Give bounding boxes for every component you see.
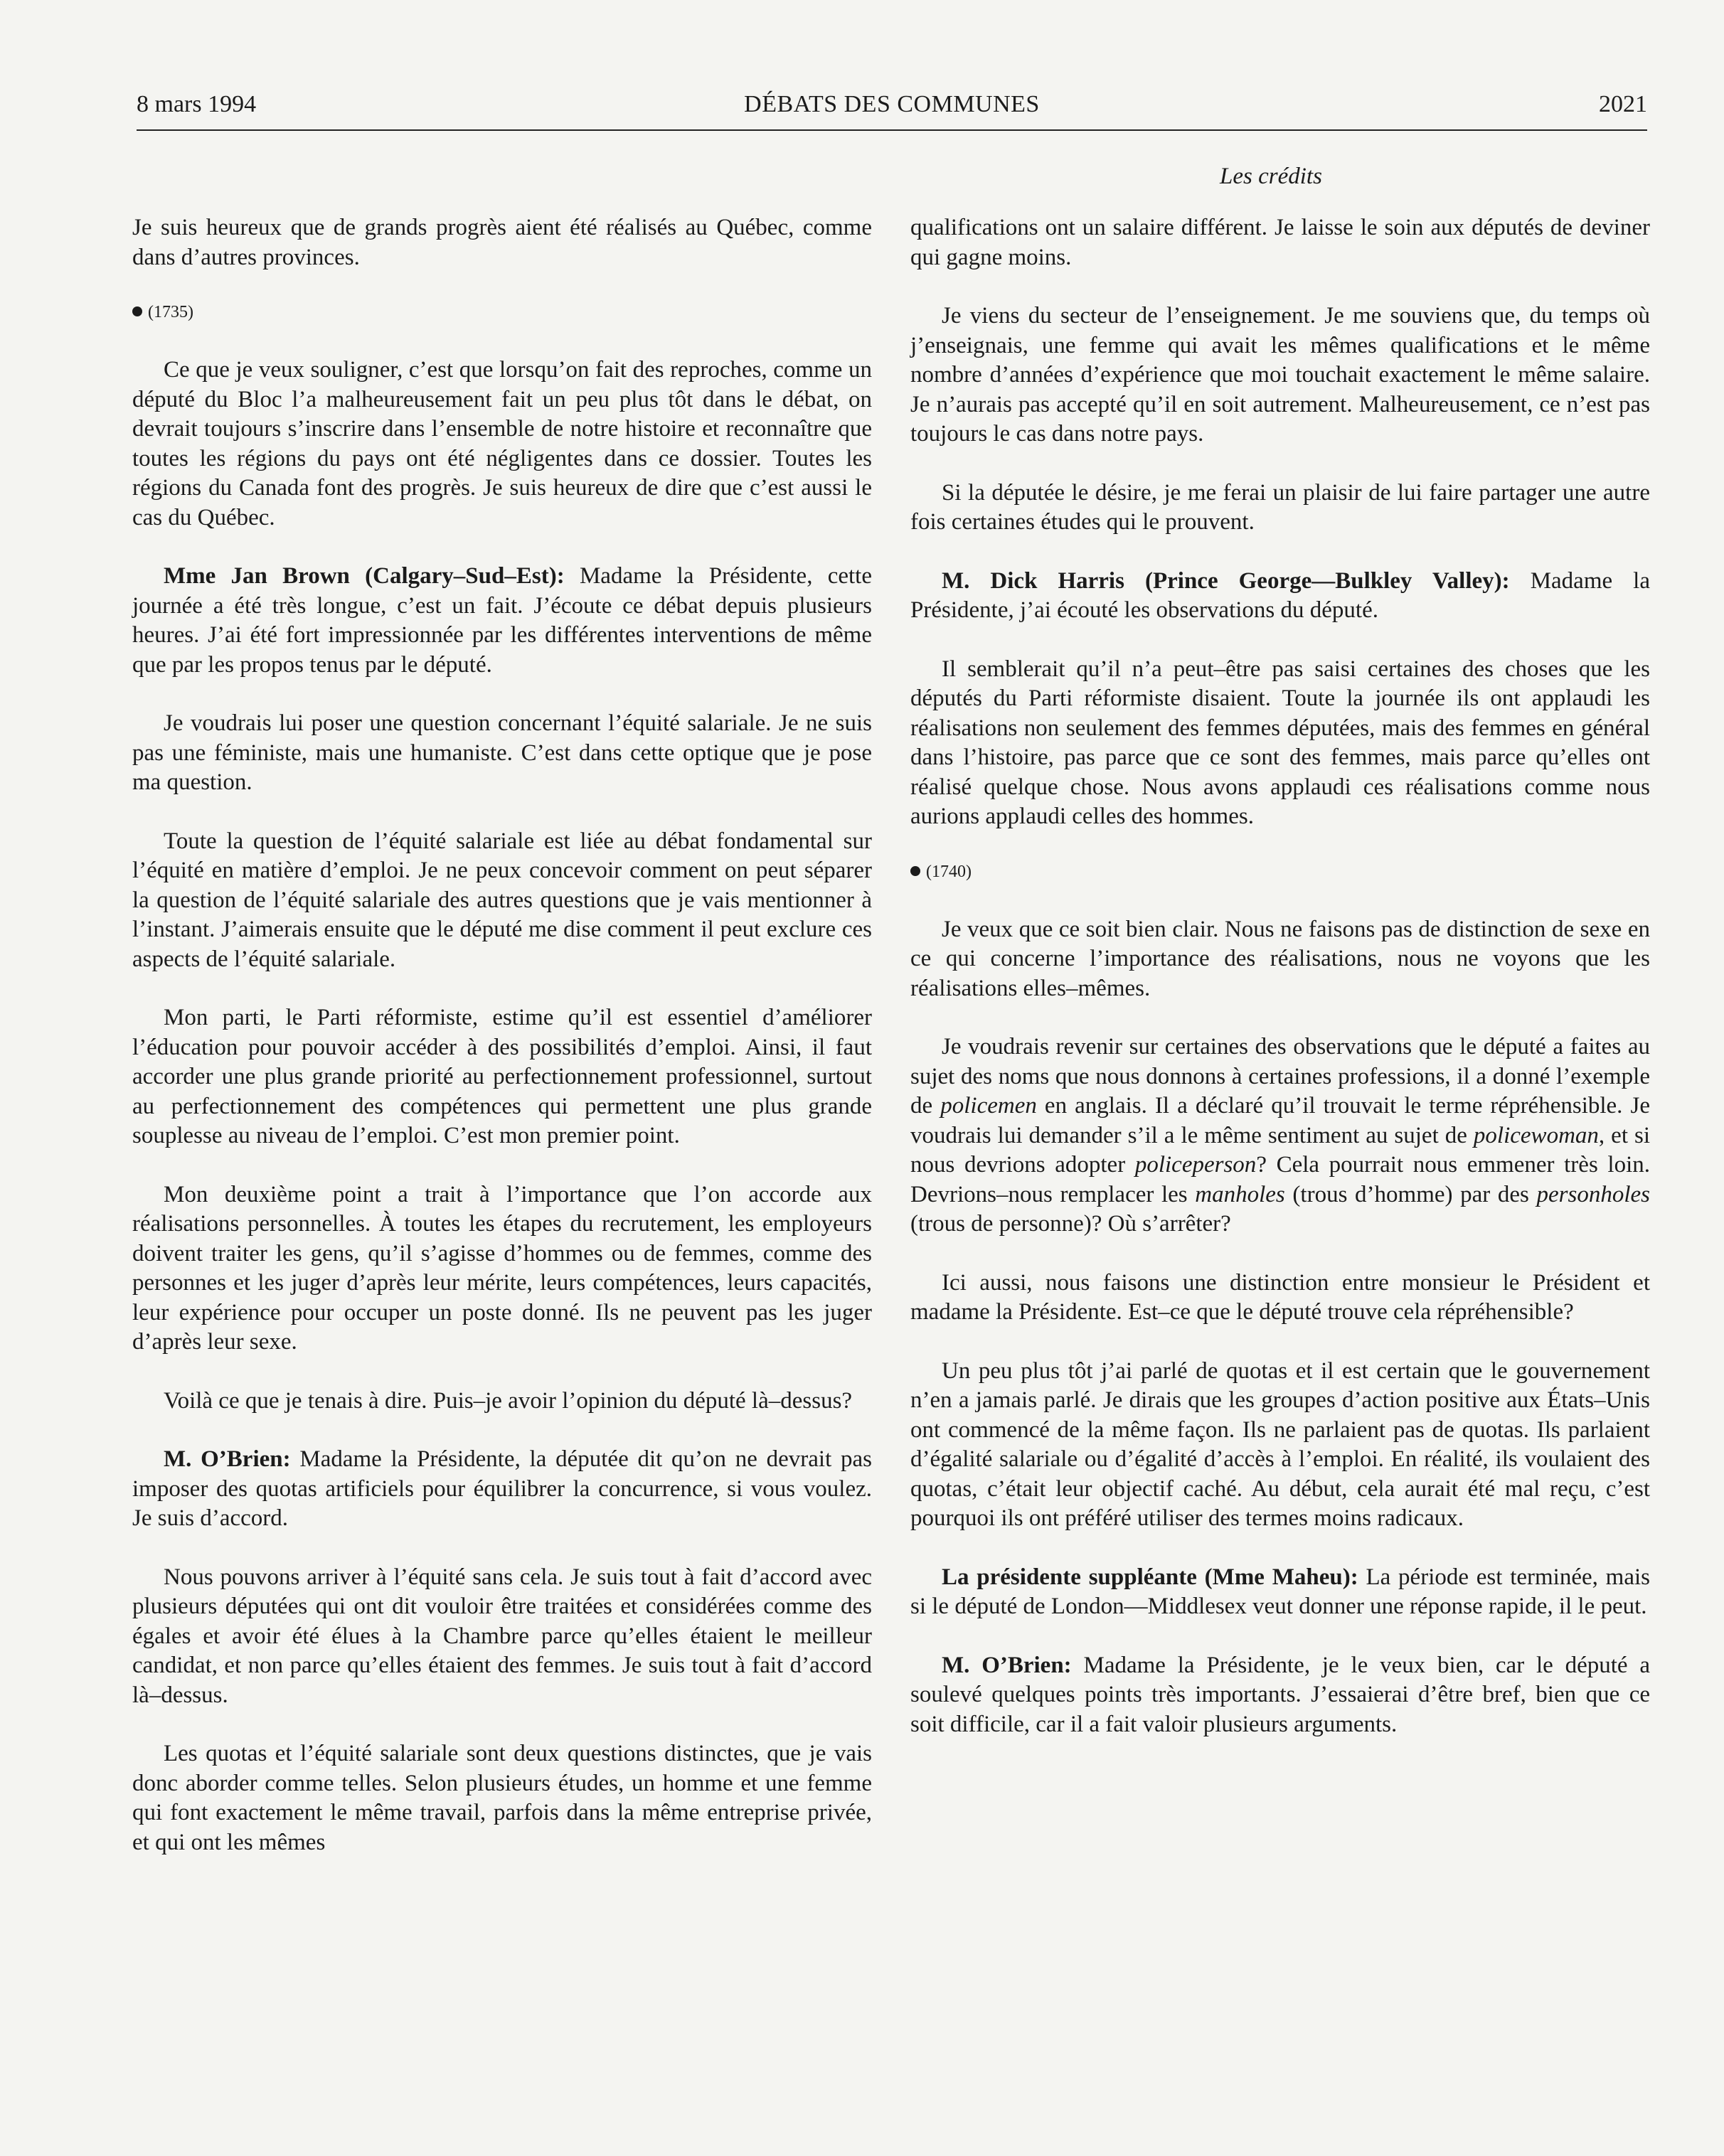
italic-term: manholes xyxy=(1195,1181,1285,1207)
paragraph: Je viens du secteur de l’enseignement. Je me souviens que, du temps où j’enseignais, une femme qui avait les mêmes qualifications et le même nombre d’années d’expérience que moi touchait exactement le même salaire. Je n’aurais pas accepté qu’il en soit autrement. Malheureusement, ce n’est pas toujours le cas dans notre pays. xyxy=(910,303,1650,447)
speech: Mme Jan Brown (Calgary–Sud–Est): Madame la Présidente, cette journée a été très longue, c’est un fait. J’écoute ce débat depuis plusieurs heures. J’ai été fort impressionnée par les différentes interventions de même que par les propos tenus par le député. xyxy=(132,563,872,678)
paragraph: Je veux que ce soit bien clair. Nous ne faisons pas de distinction de sexe en ce qui concerne l’importance des réalisations, nous ne voyons que les réalisations elles–mêmes. xyxy=(910,916,1650,1001)
italic-term: personholes xyxy=(1536,1181,1651,1207)
header-title: DÉBATS DES COMMUNES xyxy=(744,91,1040,117)
italic-term: policemen xyxy=(940,1093,1037,1119)
paragraph: Si la députée le désire, je me ferai un plaisir de lui faire partager une autre fois certaines études qui le prouvent. xyxy=(910,479,1650,535)
speech: La présidente suppléante (Mme Maheu): La période est terminée, mais si le député de London—Middlesex veut donner une réponse rapide, il le peut. xyxy=(910,1564,1650,1619)
paragraph: Je suis heureux que de grands progrès aient été réalisés au Québec, comme dans d’autres provinces. xyxy=(132,215,872,270)
speech: M. O’Brien: Madame la Présidente, je le veux bien, car le député a soulevé quelques points très importants. J’essaierai d’être bref, bien que ce soit difficile, car il a fait valoir plusieurs arguments. xyxy=(910,1652,1651,1737)
speech: M. O’Brien: Madame la Présidente, la députée dit qu’on ne devrait pas imposer des quotas artificiels pour équilibrer la concurrence, si vous voulez. Je suis d’accord. xyxy=(132,1446,872,1531)
speaker-name: La présidente suppléante (Mme Maheu): xyxy=(942,1564,1358,1590)
italic-term: policewoman xyxy=(1473,1122,1599,1148)
section-title: Les crédits xyxy=(1220,164,1322,189)
paragraph: Voilà ce que je tenais à dire. Puis–je avoir l’opinion du député là–dessus? xyxy=(164,1387,853,1414)
speech: M. Dick Harris (Prince George—Bulkley Valley): Madame la Présidente, j’ai écouté les observations du député. xyxy=(910,567,1650,623)
header-date: 8 mars 1994 xyxy=(137,91,257,117)
paragraph: Je voudrais revenir sur certaines des observations que le député a faites au sujet des noms que nous donnons à certaines professions, il a donné l’exemple de policemen en anglais. Il a déclaré qu’il trouvait le terme répréhensible. Je voudrais lui demander s’il a le même sentiment au sujet de policewoman, et si nous devrions adopter policeperson? Cela pourrait nous emmener très loin. Devrions–nous remplacer les manholes (trous d’homme) par des personholes (trous de personne)? Où s’arrêter? xyxy=(910,1034,1651,1237)
timestamp: (1735) xyxy=(132,301,872,323)
bullet-icon xyxy=(132,306,142,316)
bullet-icon xyxy=(910,866,920,876)
paragraph: Ce que je veux souligner, c’est que lorsqu’on fait des reproches, comme un député du Bloc l’a malheureusement fait un peu plus tôt dans le débat, on devrait toujours s’inscrire dans l’ensemble de notre histoire et reconnaître que toutes les régions du pays ont été négligentes dans ce dossier. Toutes les régions du Canada font des progrès. Je suis heureux de dire que c’est aussi le cas du Québec. xyxy=(132,357,872,530)
left-column xyxy=(132,213,872,1886)
speaker-name: M. O’Brien: xyxy=(942,1652,1072,1678)
timestamp: (1740) xyxy=(910,861,1650,882)
page-number: 2021 xyxy=(1599,91,1647,117)
speaker-name: M. Dick Harris (Prince George—Bulkley Valley): xyxy=(942,567,1510,594)
paragraph: Mon parti, le Parti réformiste, estime qu’il est essentiel d’améliorer l’éducation pour pouvoir accéder à des possibilités d’emploi. Ainsi, il faut accorder une plus grande priorité au perfectionnement professionnel, surtout au perfectionnement des compétences qui permettent une plus grande souplesse au niveau de l’emploi. C’est mon premier point. xyxy=(132,1005,872,1148)
speaker-name: Mme Jan Brown (Calgary–Sud–Est): xyxy=(164,563,565,589)
paragraph: Toute la question de l’équité salariale est liée au débat fondamental sur l’équité en matière d’emploi. Je ne peux concevoir comment on peut séparer la question de l’équité salariale des autres questions que je vais mentionner à l’instant. J’aimerais ensuite que le député me dise comment il peut exclure ces aspects de l’équité salariale. xyxy=(132,828,872,972)
paragraph: Mon deuxième point a trait à l’importance que l’on accorde aux réalisations personnelles. À toutes les étapes du recrutement, les employeurs doivent traiter les gens, qu’il s’agisse d’hommes ou de femmes, comme des personnes et les juger d’après leur mérite, leurs compétences, leurs capacités, leur expérience pour occuper un poste donné. Ils ne peuvent pas les juger d’après leur sexe. xyxy=(132,1181,872,1355)
speaker-name: M. O’Brien: xyxy=(164,1446,291,1472)
paragraph: Ici aussi, nous faisons une distinction entre monsieur le Président et madame la Présidente. Est–ce que le député trouve cela répréhensible? xyxy=(910,1269,1650,1325)
running-head xyxy=(137,87,1647,122)
paragraph: Il semblerait qu’il n’a peut–être pas saisi certaines des choses que les députés du Parti réformiste disaient. Toute la journée ils ont applaudi les réalisations non seulement des femmes députées, mais des femmes en général dans l’histoire, pas parce que ce sont des femmes, mais parce qu’elles ont réalisé quelque chose. Nous avons applaudi ces réalisations comme nous aurions applaudi celles des hommes. xyxy=(910,656,1650,829)
paragraph: qualifications ont un salaire différent. Je laisse le soin aux députés de deviner qui gagne moins. xyxy=(910,215,1650,270)
paragraph: Les quotas et l’équité salariale sont deux questions distinctes, que je vais donc aborder comme telles. Selon plusieurs études, un homme et une femme qui font exactement le même travail, parfois dans la même entreprise privée, et qui ont les mêmes xyxy=(132,1741,872,1855)
paragraph: Un peu plus tôt j’ai parlé de quotas et il est certain que le gouvernement n’en a jamais parlé. Je dirais que les groupes d’action positive aux États–Unis ont commencé de la même façon. Ils ne parlaient pas de quotas. Ils parlaient d’égalité salariale ou d’égalité d’accès à l’emploi. En réalité, ils voulaient des quotas, c’était leur objectif caché. Au début, cela aurait été mal reçu, c’est pourquoi ils ont préféré utiliser des termes moins radicaux. xyxy=(910,1357,1650,1531)
header-rule xyxy=(137,129,1647,131)
italic-term: policeperson xyxy=(1134,1152,1257,1178)
paragraph: Nous pouvons arriver à l’équité sans cela. Je suis tout à fait d’accord avec plusieurs députées qui ont dit vouloir être traitées et considérées comme des égales et avoir été élues à la Chambre parce qu’elles étaient le meilleur candidat, et non parce qu’elles étaient des femmes. Je suis tout à fait d’accord là–dessus. xyxy=(132,1564,872,1708)
right-column xyxy=(910,213,1650,1768)
paragraph: Je voudrais lui poser une question concernant l’équité salariale. Je ne suis pas une féministe, mais une humaniste. C’est dans cette optique que je pose ma question. xyxy=(132,710,872,795)
